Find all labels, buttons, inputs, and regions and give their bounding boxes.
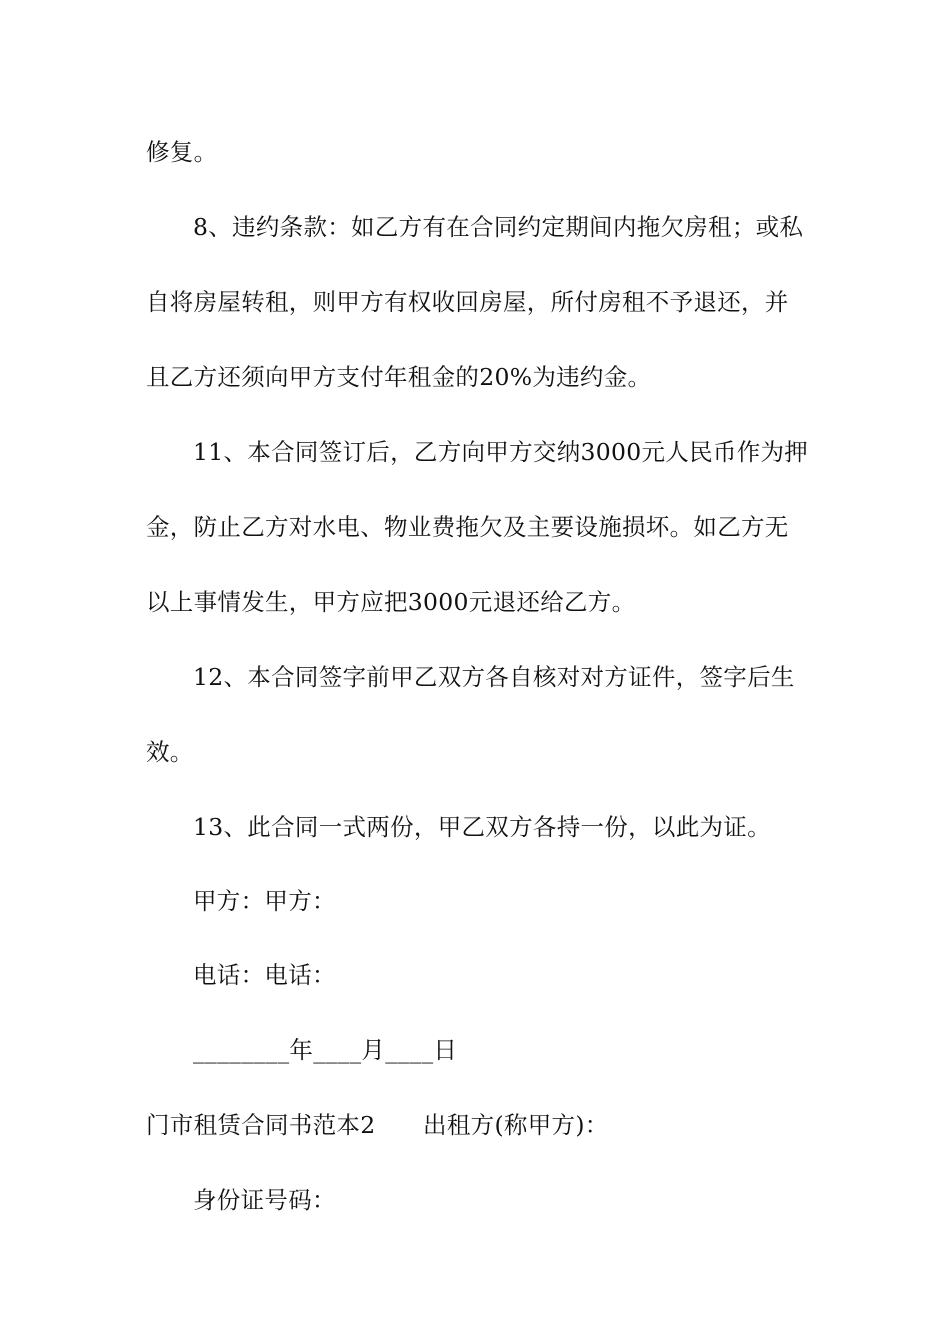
phone-line: 电话：电话： (193, 961, 336, 989)
clause-12-line: 12、本合同签字前甲乙双方各自核对对方证件，签字后生 (193, 663, 795, 691)
clause-13-line: 13、此合同一式两份，甲乙双方各持一份，以此为证。 (193, 813, 771, 841)
paragraph-line: 自将房屋转租，则甲方有权收回房屋，所付房租不予退还，并 (146, 288, 789, 316)
party-a-signature-line: 甲方：甲方： (193, 887, 336, 915)
date-line: ________年____月____日 (193, 1036, 458, 1064)
clause-11-line: 11、本合同签订后，乙方向甲方交纳3000元人民币作为押 (193, 438, 809, 466)
paragraph-line: 修复。 (146, 138, 218, 166)
section-title-line: 门市租赁合同书范本2 出租方(称甲方)： (146, 1111, 609, 1139)
paragraph-line: 效。 (146, 738, 194, 766)
paragraph-line: 金，防止乙方对水电、物业费拖欠及主要设施损坏。如乙方无 (146, 513, 789, 541)
id-number-line: 身份证号码： (193, 1186, 336, 1214)
paragraph-line: 且乙方还须向甲方支付年租金的20%为违约金。 (146, 363, 652, 391)
paragraph-line: 以上事情发生，甲方应把3000元退还给乙方。 (146, 588, 636, 616)
clause-8-line: 8、违约条款：如乙方有在合同约定期间内拖欠房租；或私 (193, 213, 804, 241)
